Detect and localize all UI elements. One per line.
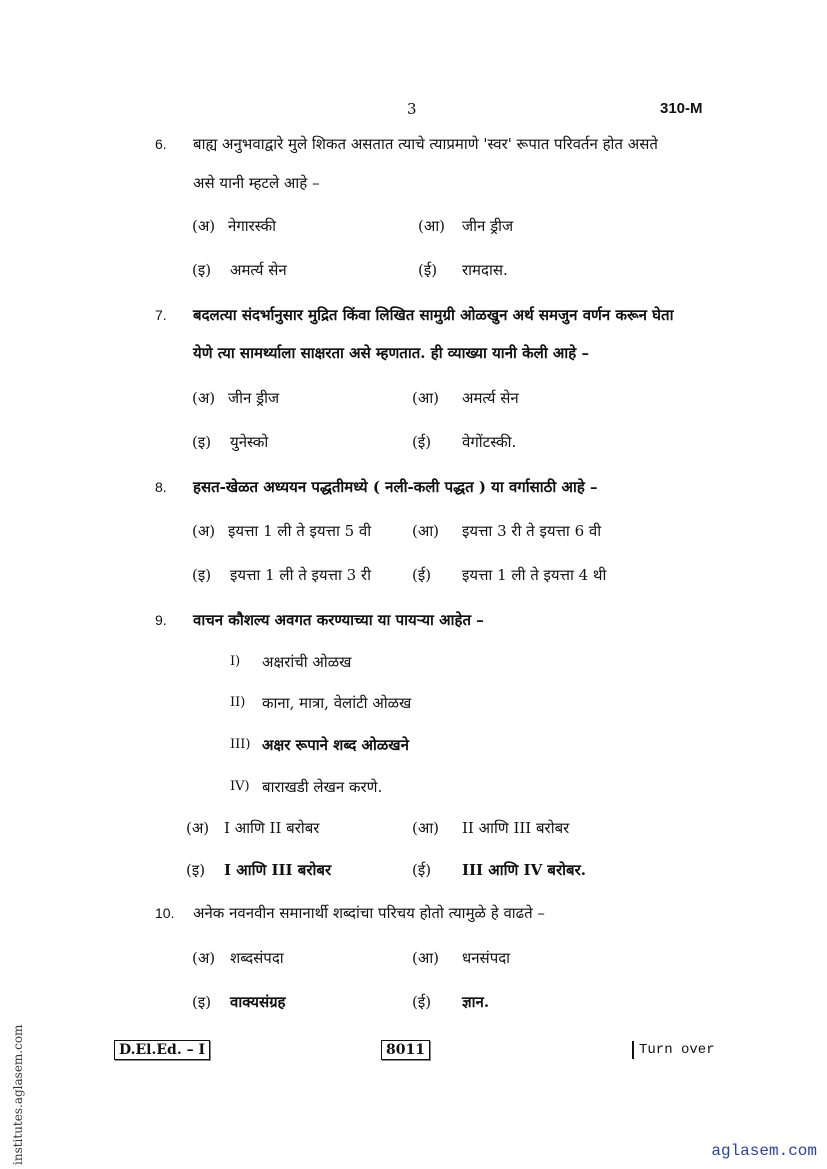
option-label: (अ)	[192, 217, 216, 235]
item-label: III)	[230, 737, 251, 752]
exam-code: 8011	[381, 1040, 430, 1060]
item-text: काना, मात्रा, वेलांटी ओळख	[262, 694, 412, 712]
question-text: हसत-खेळत अध्ययन पद्धतीमध्ये ( नली-कली पद्धत ) या वर्गासाठी आहे –	[193, 478, 598, 496]
option-text: नेगारस्की	[228, 217, 277, 235]
option-label: (आ)	[412, 522, 440, 540]
option-text: I आणि III बरोबर	[224, 861, 332, 879]
option-text: अमर्त्य सेन	[462, 389, 519, 407]
question-number: 6.	[155, 136, 167, 152]
option-text: इयत्ता 3 री ते इयत्ता 6 वी	[462, 522, 602, 540]
bracket-mark	[632, 1041, 634, 1059]
option-text: वेगोंटस्की.	[462, 433, 517, 451]
watermark-left: institutes.aglasem.com	[11, 1024, 25, 1165]
option-label: (ई)	[412, 861, 432, 879]
option-text: धनसंपदा	[462, 949, 511, 967]
course-label: D.El.Ed. – I	[114, 1040, 210, 1060]
question-text: अनेक नवनवीन समानार्थी शब्दांचा परिचय होतो त्यामुळे हे वाढते –	[193, 904, 545, 922]
item-text: बाराखडी लेखन करणे.	[262, 778, 383, 796]
option-text: इयत्ता 1 ली ते इयत्ता 3 री	[230, 566, 371, 584]
option-text: अमर्त्य सेन	[230, 261, 287, 279]
option-text: III आणि IV बरोबर.	[462, 861, 586, 879]
option-label: (ई)	[412, 993, 432, 1011]
option-label: (अ)	[192, 949, 216, 967]
option-text: II आणि III बरोबर	[462, 819, 570, 837]
turn-over-label: Turn over	[639, 1042, 715, 1058]
question-number: 10.	[155, 905, 175, 921]
option-text: इयत्ता 1 ली ते इयत्ता 4 थी	[462, 566, 607, 584]
option-text: इयत्ता 1 ली ते इयत्ता 5 वी	[228, 522, 372, 540]
option-label: (इ)	[192, 433, 212, 451]
option-label: (इ)	[192, 566, 212, 584]
option-label: (आ)	[412, 819, 440, 837]
item-text: अक्षरांची ओळख	[262, 653, 352, 671]
option-text: I आणि II बरोबर	[224, 819, 320, 837]
option-label: (अ)	[192, 522, 216, 540]
option-text: जीन ड्रीज	[462, 217, 514, 235]
item-label: IV)	[230, 779, 250, 794]
option-label: (ई)	[412, 566, 432, 584]
option-label: (आ)	[418, 217, 446, 235]
question-number: 8.	[155, 479, 167, 495]
option-text: ज्ञान.	[462, 993, 490, 1011]
page-number: 3	[407, 100, 417, 118]
option-label: (इ)	[192, 993, 212, 1011]
option-text: शब्दसंपदा	[230, 949, 284, 967]
question-text: वाचन कौशल्य अवगत करण्याच्या या पायऱ्या आहेत –	[193, 611, 484, 629]
option-text: जीन ड्रीज	[228, 389, 280, 407]
watermark-right: aglasem.com	[711, 1142, 817, 1160]
option-label: (आ)	[412, 949, 440, 967]
question-text: येणे त्या सामर्थ्याला साक्षरता असे म्हणतात. ही व्याख्या यानी केली आहे –	[193, 344, 589, 362]
option-text: युनेस्को	[230, 433, 269, 451]
question-text: बाह्य अनुभवाद्वारे मुले शिकत असतात त्याचे त्याप्रमाणे 'स्वर' रूपात परिवर्तन होत असते	[193, 135, 658, 153]
question-text: बदलत्या संदर्भानुसार मुद्रित किंवा लिखित सामुग्री ओळखुन अर्थ समजुन वर्णन करून घेता	[193, 306, 674, 324]
question-number: 9.	[155, 612, 167, 628]
option-label: (अ)	[192, 389, 216, 407]
option-label: (ई)	[418, 261, 438, 279]
option-label: (ई)	[412, 433, 432, 451]
item-text: अक्षर रूपाने शब्द ओळखने	[262, 736, 409, 754]
option-text: रामदास.	[462, 261, 508, 279]
item-label: II)	[230, 695, 246, 710]
item-label: I)	[230, 654, 241, 669]
question-text: असे यानी म्हटले आहे –	[193, 174, 320, 192]
option-label: (इ)	[192, 261, 212, 279]
option-label: (आ)	[412, 389, 440, 407]
option-label: (इ)	[186, 861, 206, 879]
question-number: 7.	[155, 307, 167, 323]
paper-code: 310-M	[660, 100, 703, 117]
option-text: वाक्यसंग्रह	[230, 993, 286, 1011]
option-label: (अ)	[186, 819, 210, 837]
